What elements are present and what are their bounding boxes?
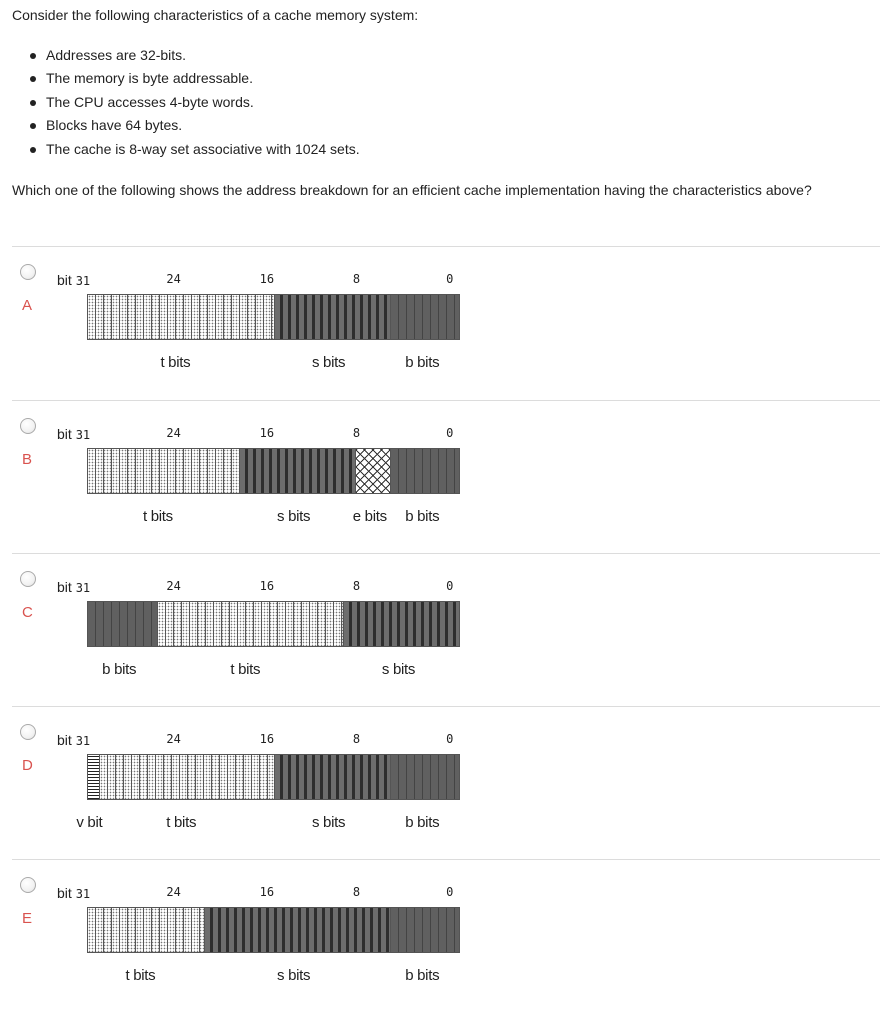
bit-number: 31 — [75, 428, 91, 442]
bit-label-16: 16 — [259, 732, 275, 746]
bit-label-0: 0 — [446, 579, 454, 593]
field-label: b bits — [405, 354, 440, 371]
bit-label-31 — [57, 426, 90, 442]
field-b — [391, 908, 460, 952]
address-bar — [87, 907, 460, 953]
field-b — [391, 295, 460, 339]
bit-label-16: 16 — [259, 272, 275, 286]
field-label: v bit — [76, 814, 103, 831]
list-item: The memory is byte addressable. — [14, 67, 360, 90]
option-b[interactable] — [12, 400, 880, 554]
list-item: Addresses are 32-bits. — [14, 44, 360, 67]
list-item: The cache is 8-way set associative with 1024 sets. — [14, 138, 360, 161]
bit-label-0: 0 — [446, 272, 454, 286]
field-label: b bits — [405, 814, 440, 831]
bit-word: bit — [57, 579, 76, 595]
field-label: b bits — [405, 967, 440, 984]
field-s — [344, 602, 460, 646]
field-label: b bits — [102, 661, 137, 678]
address-bar — [87, 294, 460, 340]
option-c[interactable] — [12, 553, 880, 707]
bit-label-31 — [57, 272, 90, 288]
field-s — [240, 449, 357, 493]
field-label: s bits — [311, 814, 346, 831]
option-a[interactable] — [12, 246, 880, 400]
field-label: b bits — [405, 508, 440, 525]
bit-number: 31 — [75, 274, 91, 288]
field-b — [391, 755, 460, 799]
field-label: s bits — [381, 661, 416, 678]
field-s — [275, 755, 392, 799]
bit-label-0: 0 — [446, 885, 454, 899]
field-v — [88, 755, 100, 799]
bit-label-0: 0 — [446, 732, 454, 746]
bit-label-24: 24 — [166, 579, 181, 593]
bit-label-8: 8 — [352, 885, 361, 899]
bit-word: bit — [57, 885, 76, 901]
bit-label-16: 16 — [259, 426, 275, 440]
radio-button-b[interactable] — [20, 418, 36, 434]
bit-word: bit — [57, 732, 76, 748]
field-label: t bits — [230, 661, 261, 678]
bit-number: 31 — [75, 734, 91, 748]
option-e[interactable] — [12, 859, 880, 1013]
bit-label-8: 8 — [352, 426, 361, 440]
field-label: e bits — [352, 508, 387, 525]
option-d[interactable] — [12, 706, 880, 860]
address-bar — [87, 754, 460, 800]
bit-label-24: 24 — [166, 272, 181, 286]
field-label: t bits — [160, 354, 191, 371]
field-t — [158, 602, 345, 646]
field-t — [88, 908, 205, 952]
bit-word: bit — [57, 426, 76, 442]
field-label: s bits — [311, 354, 346, 371]
intro-text: Consider the following characteristics of a cache memory system: — [12, 7, 419, 23]
option-letter: C — [22, 604, 33, 621]
field-b — [391, 449, 460, 493]
field-label: t bits — [125, 967, 156, 984]
radio-button-d[interactable] — [20, 724, 36, 740]
field-label: s bits — [277, 508, 311, 525]
bit-label-8: 8 — [352, 272, 361, 286]
field-s — [275, 295, 392, 339]
field-s — [205, 908, 392, 952]
bit-label-8: 8 — [352, 579, 361, 593]
bit-number: 31 — [75, 887, 91, 901]
field-t — [100, 755, 275, 799]
bit-label-24: 24 — [166, 426, 181, 440]
list-item: Blocks have 64 bytes. — [14, 114, 360, 137]
characteristics-list — [14, 44, 360, 161]
radio-button-c[interactable] — [20, 571, 36, 587]
field-e — [356, 449, 391, 493]
option-letter: D — [22, 757, 33, 774]
bit-label-16: 16 — [259, 579, 275, 593]
field-b — [88, 602, 158, 646]
bit-label-31 — [57, 885, 90, 901]
bit-label-0: 0 — [446, 426, 454, 440]
bit-label-31 — [57, 579, 90, 595]
field-t — [88, 295, 275, 339]
bit-label-31 — [57, 732, 90, 748]
radio-button-a[interactable] — [20, 264, 36, 280]
bit-label-24: 24 — [166, 732, 181, 746]
bit-label-24: 24 — [166, 885, 181, 899]
bit-label-16: 16 — [259, 885, 275, 899]
address-bar — [87, 448, 460, 494]
option-letter: E — [22, 910, 33, 927]
bit-label-8: 8 — [352, 732, 361, 746]
option-letter: A — [22, 297, 33, 314]
radio-button-e[interactable] — [20, 877, 36, 893]
field-label: t bits — [142, 508, 173, 525]
option-letter: B — [22, 451, 33, 468]
bit-number: 31 — [75, 581, 91, 595]
question-text: Which one of the following shows the address breakdown for an efficient cache implementation having the characteristics above? — [12, 182, 812, 198]
field-t — [88, 449, 240, 493]
field-label: s bits — [277, 967, 311, 984]
address-bar — [87, 601, 460, 647]
bit-word: bit — [57, 272, 76, 288]
list-item: The CPU accesses 4-byte words. — [14, 91, 360, 114]
field-label: t bits — [166, 814, 197, 831]
